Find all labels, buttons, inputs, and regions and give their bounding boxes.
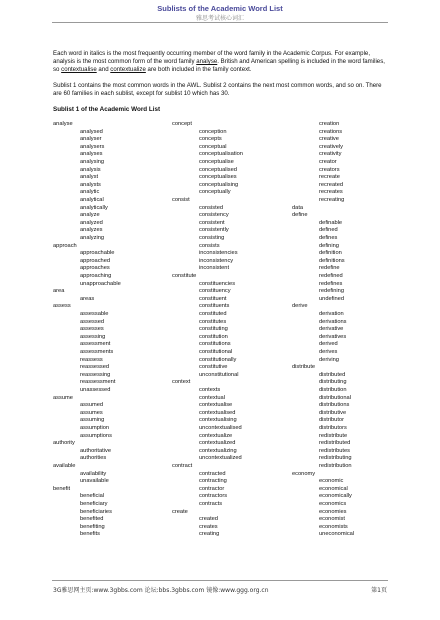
family-member: constituting — [199, 326, 228, 333]
family-member: analyzing — [80, 235, 105, 241]
family-member: benefiting — [80, 523, 105, 530]
family-member: analytically — [80, 204, 108, 211]
family-member: consistent — [199, 219, 225, 226]
family-member: economic — [319, 478, 344, 485]
page-title: Sublists of the Academic Word List — [157, 4, 283, 13]
family-member: contractor — [199, 485, 225, 492]
family-member: analytic — [80, 189, 100, 196]
family-member: contracted — [199, 470, 226, 477]
family-member: derivative — [319, 326, 344, 333]
family-member: benefited — [80, 516, 104, 523]
family-member: definitions — [319, 257, 345, 264]
family-member: contextualized — [199, 440, 236, 447]
family-member: undefined — [319, 295, 344, 302]
headword: authority — [53, 440, 75, 447]
family-member: economics — [319, 501, 347, 507]
family-member: deriving — [319, 356, 339, 363]
family-member: reassessing — [80, 371, 111, 378]
intro-paragraph-2: Sublist 1 contains the most common words in the AWL. Sublist 2 contains the next most common words, and so on. There are 60 families in each sublist, except for sublist 10 which has 30. — [53, 82, 382, 97]
family-member: redefines — [319, 280, 343, 287]
family-member: uncontextualised — [199, 425, 242, 431]
family-member: constitutions — [199, 341, 231, 348]
family-member: constitutionally — [199, 356, 237, 363]
family-member: constituency — [199, 288, 231, 295]
family-member: analyses — [80, 151, 103, 158]
family-member: unassessed — [80, 387, 111, 393]
intro-text-end: are both included in the family context. — [145, 66, 252, 73]
family-member: unconstitutional — [199, 371, 239, 378]
family-member: areas — [80, 295, 95, 302]
family-member: economist — [319, 516, 345, 523]
family-member: assessments — [80, 349, 114, 355]
family-member: reassessed — [80, 364, 110, 371]
family-member: assessing — [80, 333, 106, 340]
family-member: creates — [199, 523, 218, 530]
family-member: consistently — [199, 227, 229, 234]
family-member: analysing — [80, 159, 105, 165]
family-member: beneficial — [80, 493, 105, 500]
intro-paragraph-1 — [53, 50, 389, 74]
family-member: creativity — [319, 151, 342, 158]
family-member: analysts — [80, 181, 101, 188]
family-member: redistribute — [319, 432, 348, 439]
family-member: inconsistencies — [199, 250, 238, 257]
family-member: inconsistency — [199, 257, 234, 264]
headword: context — [172, 379, 191, 386]
family-member: economical — [319, 485, 348, 492]
family-member: analyzed — [80, 219, 103, 226]
family-member: assumed — [80, 402, 104, 409]
family-member: defined — [319, 227, 338, 234]
family-member: assumption — [80, 425, 110, 431]
family-member: consisting — [199, 235, 225, 241]
family-member: derivations — [319, 318, 347, 325]
family-member: concepts — [199, 136, 222, 143]
family-member: recreated — [319, 181, 344, 188]
header-divider — [52, 22, 388, 23]
section-heading: Sublist 1 of the Academic Word List — [53, 106, 161, 113]
family-member: recreating — [319, 197, 345, 203]
family-member: economies — [319, 508, 347, 515]
headword: distribute — [292, 364, 316, 371]
family-member: contextualising — [199, 417, 237, 424]
family-member: redefining — [319, 288, 344, 295]
analyse-link: analyse — [196, 58, 218, 65]
family-member: distributing — [319, 379, 347, 386]
headword: derive — [292, 303, 308, 310]
family-member: analyze — [80, 212, 100, 219]
family-member: analysis — [80, 166, 101, 173]
page-subtitle: 雅思考试核心词汇 — [195, 16, 244, 22]
family-member: redistributing — [319, 455, 352, 462]
family-member: conceptualising — [199, 181, 239, 188]
contextualise-link: contextualise — [61, 66, 97, 73]
family-member: consistency — [199, 212, 229, 219]
family-member: creations — [319, 128, 343, 135]
family-member: analysers — [80, 143, 105, 150]
family-member: assumptions — [80, 432, 112, 439]
family-member: analyzes — [80, 227, 103, 234]
headword: data — [292, 204, 304, 211]
headword: analyse — [53, 121, 73, 127]
family-member: redistribution — [319, 463, 352, 469]
family-member: assessment — [80, 341, 111, 348]
family-member: analytical — [80, 197, 104, 203]
family-member: distributors — [319, 425, 347, 431]
family-member: authorities — [80, 455, 107, 462]
family-member: redistributes — [319, 447, 350, 454]
family-member: approached — [80, 257, 111, 264]
contextualize-link: contextualize — [110, 66, 146, 73]
headword: contract — [172, 463, 193, 469]
family-member: unavailable — [80, 478, 109, 485]
family-member: economists — [319, 523, 348, 530]
family-member: created — [199, 516, 218, 523]
family-member: contextualise — [199, 402, 233, 409]
family-member: creation — [319, 121, 340, 127]
family-member: distributions — [319, 402, 350, 409]
family-member: contractors — [199, 493, 228, 500]
family-member: constitutes — [199, 318, 227, 325]
family-member: derives — [319, 349, 338, 355]
headword: area — [53, 288, 65, 295]
family-member: economically — [319, 493, 352, 500]
family-member: assuming — [80, 417, 105, 424]
family-member: derivation — [319, 311, 344, 317]
family-member: contracts — [199, 501, 223, 507]
family-member: constitution — [199, 333, 228, 340]
intro-text-mid: . British and American spelling is included in the word families, so — [53, 58, 385, 73]
family-member: creatively — [319, 143, 344, 150]
family-member: unapproachable — [80, 280, 121, 287]
family-member: beneficiaries — [80, 508, 112, 515]
family-member: conceptualisation — [199, 151, 243, 158]
family-member: uncontextualized — [199, 455, 242, 462]
family-member: conceptualises — [199, 174, 237, 181]
family-member: uneconomical — [319, 531, 355, 538]
family-member: distributor — [319, 417, 344, 424]
headword: assume — [53, 394, 73, 401]
family-member: definable — [319, 219, 343, 226]
family-member: conceptual — [199, 143, 227, 150]
family-member: conception — [199, 128, 227, 135]
family-member: definition — [319, 250, 342, 257]
family-member: creators — [319, 166, 340, 173]
family-member: benefits — [80, 531, 100, 538]
family-member: approaches — [80, 265, 110, 272]
family-member: beneficiary — [80, 501, 108, 507]
family-member: recreates — [319, 189, 343, 196]
family-member: authoritative — [80, 447, 111, 454]
family-member: inconsistent — [199, 265, 230, 272]
family-member: constituted — [199, 311, 227, 317]
family-member: recreate — [319, 174, 340, 181]
family-member: redistributed — [319, 440, 351, 447]
headword: available — [53, 463, 76, 469]
family-member: assumes — [80, 409, 103, 416]
family-member: analyst — [80, 174, 99, 181]
family-member: conceptually — [199, 189, 231, 196]
family-member: assesses — [80, 326, 104, 333]
family-member: contextualizing — [199, 447, 237, 454]
headword: constitute — [172, 273, 197, 279]
headword: assess — [53, 303, 71, 310]
family-member: creative — [319, 136, 339, 143]
family-member: contracting — [199, 478, 227, 485]
family-member: consists — [199, 242, 220, 249]
headword: benefit — [53, 485, 71, 492]
family-member: availability — [80, 470, 107, 477]
headword: economy — [292, 470, 316, 477]
page-number: 第1页 — [371, 587, 387, 594]
family-member: derivatives — [319, 333, 347, 340]
family-member: defines — [319, 235, 338, 241]
family-member: constituent — [199, 295, 227, 302]
family-member: conceptualised — [199, 166, 237, 173]
headword: define — [292, 212, 308, 219]
family-member: constitutive — [199, 364, 228, 371]
family-member: defining — [319, 242, 339, 249]
family-member: assessable — [80, 311, 109, 317]
family-member: analysed — [80, 128, 103, 135]
footer-links: 3G雅思网主页:www.3gbbs.com 论坛:bbs.3gbbs.com 镜像:www.ggg.org.cn — [53, 587, 269, 594]
headword: concept — [172, 121, 192, 127]
family-member: contextualize — [199, 432, 233, 439]
family-member: distribution — [319, 387, 347, 393]
family-member: creating — [199, 531, 220, 538]
family-member: approachable — [80, 250, 115, 257]
headword: consist — [172, 197, 190, 203]
family-member: reassess — [80, 356, 103, 363]
family-member: analyser — [80, 136, 102, 143]
family-member: redefine — [319, 265, 340, 272]
family-member: derived — [319, 341, 338, 348]
family-member: contexts — [199, 387, 221, 393]
headword: approach — [53, 242, 77, 249]
family-member: consisted — [199, 204, 224, 211]
family-member: redefined — [319, 273, 343, 279]
footer-divider — [52, 580, 388, 581]
family-member: contextualised — [199, 409, 236, 416]
family-member: approaching — [80, 273, 112, 279]
family-member: creator — [319, 159, 337, 165]
family-member: conceptualise — [199, 159, 234, 165]
headword: create — [172, 508, 188, 515]
family-member: constitutional — [199, 349, 233, 355]
family-member: distributed — [319, 371, 346, 378]
family-member: reassessment — [80, 379, 116, 386]
family-member: constituents — [199, 303, 230, 310]
family-member: constituencies — [199, 280, 236, 287]
family-member: contextual — [199, 394, 225, 401]
family-member: distributional — [319, 394, 351, 401]
family-member: assessed — [80, 318, 105, 325]
family-member: distributive — [319, 409, 347, 416]
intro-text-start: Each word in italics is the most frequently occurring member of the word family in the Academic Corpus. For example, analysis is the most common form of the word family — [53, 50, 371, 65]
intro-text-and: and — [96, 66, 111, 73]
